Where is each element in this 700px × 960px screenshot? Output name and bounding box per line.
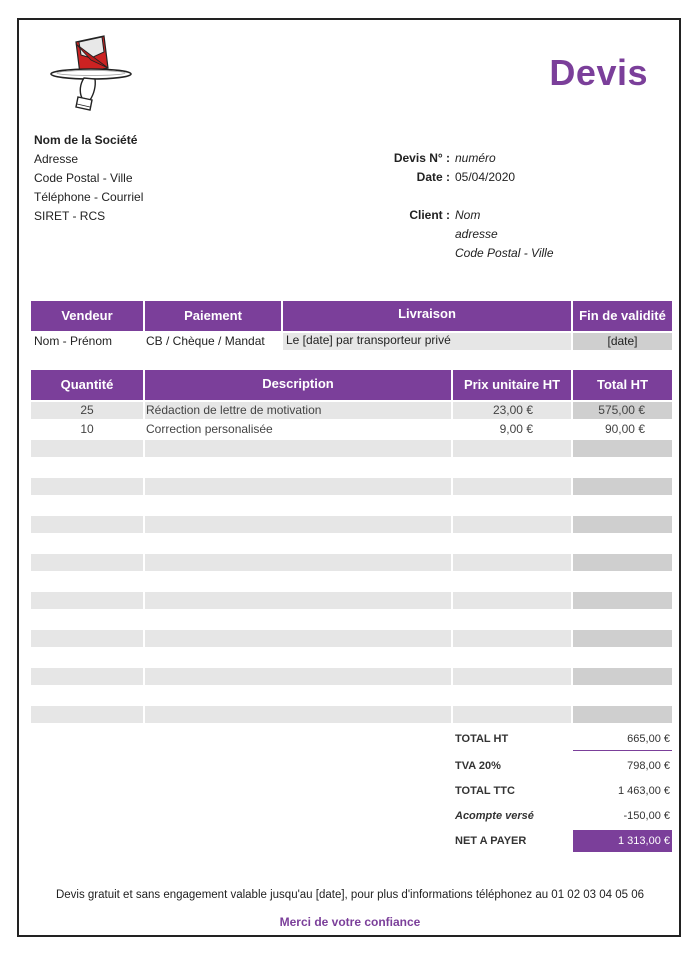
empty-row-cell [145,554,451,571]
company-legal: SIRET - RCS [34,209,106,223]
empty-row-cell [453,535,571,552]
info-header-paiement: Paiement [145,301,281,331]
info-paiement-value: CB / Chèque / Mandat [146,334,265,348]
client-name: Nom [455,208,481,222]
empty-row-cell [31,478,143,495]
empty-row-cell [31,592,143,609]
quote-number-value: numéro [455,151,496,165]
empty-row-cell [573,497,672,514]
empty-row-cell [453,516,571,533]
empty-row-cell [145,573,451,590]
empty-row-cell [453,630,571,647]
empty-row-cell [573,440,672,457]
empty-row-cell [453,687,571,704]
total-ht-label: TOTAL HT [455,733,509,745]
empty-row-cell [31,649,143,666]
company-city: Code Postal - Ville [34,171,133,185]
total-ttc-label: TOTAL TTC [455,785,515,797]
empty-row-cell [453,554,571,571]
empty-row-cell [31,554,143,571]
item-2-unit: 9,00 € [499,422,533,436]
empty-row-cell [453,592,571,609]
acompte-label: Acompte versé [455,810,534,822]
empty-row-cell [573,687,672,704]
footer-note: Devis gratuit et sans engagement valable jusqu'au [date], pour plus d'informations téléphonez au 01 02 03 04 05 06 [55,889,645,901]
empty-row-cell [573,535,672,552]
empty-row-cell [453,459,571,476]
empty-row-cell [453,668,571,685]
empty-row-cell [31,459,143,476]
empty-row-cell [145,687,451,704]
item-2-total: 90,00 € [604,422,645,436]
empty-row-cell [31,497,143,514]
empty-row-cell [573,706,672,723]
empty-row-cell [453,497,571,514]
client-address: adresse [455,227,498,241]
info-header-vendeur: Vendeur [31,301,143,331]
empty-row-cell [145,535,451,552]
empty-row-cell [573,573,672,590]
empty-row-cell [31,573,143,590]
info-header-livraison: Livraison [283,301,571,331]
info-validite-value: [date] [573,333,672,350]
empty-row-cell [145,497,451,514]
empty-row-cell [145,649,451,666]
empty-row-cell [31,611,143,628]
empty-row-cell [573,592,672,609]
empty-row-cell [145,630,451,647]
empty-row-cell [31,516,143,533]
net-a-payer-label: NET A PAYER [455,835,527,847]
total-ht-underline [573,750,672,751]
item-1-desc: Rédaction de lettre de motivation [145,402,451,419]
empty-row-cell [31,687,143,704]
net-a-payer-value: 1 313,00 € [618,835,670,847]
empty-row-cell [31,440,143,457]
total-ht-value: 665,00 € [627,733,670,745]
item-2-qty: 10 [80,422,94,436]
company-name: Nom de la Société [34,133,138,147]
empty-row-cell [31,668,143,685]
empty-row-cell [573,611,672,628]
empty-row-cell [145,459,451,476]
company-contact: Téléphone - Courriel [34,190,144,204]
acompte-value: -150,00 € [623,810,670,822]
items-header-prix-unitaire: Prix unitaire HT [453,370,571,400]
company-address: Adresse [34,152,79,166]
empty-row-cell [573,459,672,476]
empty-row-cell [453,611,571,628]
items-header-quantite: Quantité [31,370,143,400]
item-2-desc: Correction personalisée [146,422,273,436]
empty-row-cell [145,478,451,495]
item-1-total: 575,00 € [573,402,672,419]
empty-row-cell [573,630,672,647]
empty-row-cell [145,592,451,609]
items-header-description: Description [145,370,451,400]
empty-row-cell [145,706,451,723]
empty-row-cell [453,440,571,457]
tva-label: TVA 20% [455,760,501,772]
empty-row-cell [31,706,143,723]
empty-row-cell [453,573,571,590]
empty-row-cell [573,668,672,685]
tva-value: 798,00 € [627,760,670,772]
empty-row-cell [573,554,672,571]
empty-row-cell [145,440,451,457]
quote-date-value: 05/04/2020 [455,170,516,184]
total-ttc-value: 1 463,00 € [618,785,670,797]
empty-row-cell [453,649,571,666]
client-label: Client : [409,208,450,222]
item-1-qty: 25 [31,402,143,419]
info-header-validite: Fin de validité [573,301,672,331]
empty-row-cell [453,706,571,723]
empty-row-cell [145,668,451,685]
quote-date-label: Date : [416,170,450,184]
empty-row-cell [145,516,451,533]
info-vendeur-value: Nom - Prénom [34,334,113,348]
quote-number-label: Devis N° : [393,151,450,165]
footer-thanks: Merci de votre confiance [279,915,421,929]
empty-row-cell [573,516,672,533]
empty-row-cell [31,535,143,552]
items-header-total: Total HT [573,370,672,400]
item-1-unit: 23,00 € [453,402,571,419]
waiter-envelope-logo-icon [46,34,136,114]
document-title: Devis [549,52,648,93]
empty-row-cell [453,478,571,495]
empty-row-cell [145,611,451,628]
empty-row-cell [573,478,672,495]
client-city: Code Postal - Ville [455,246,554,260]
empty-row-cell [31,630,143,647]
info-livraison-value: Le [date] par transporteur privé [283,333,571,350]
empty-row-cell [573,649,672,666]
